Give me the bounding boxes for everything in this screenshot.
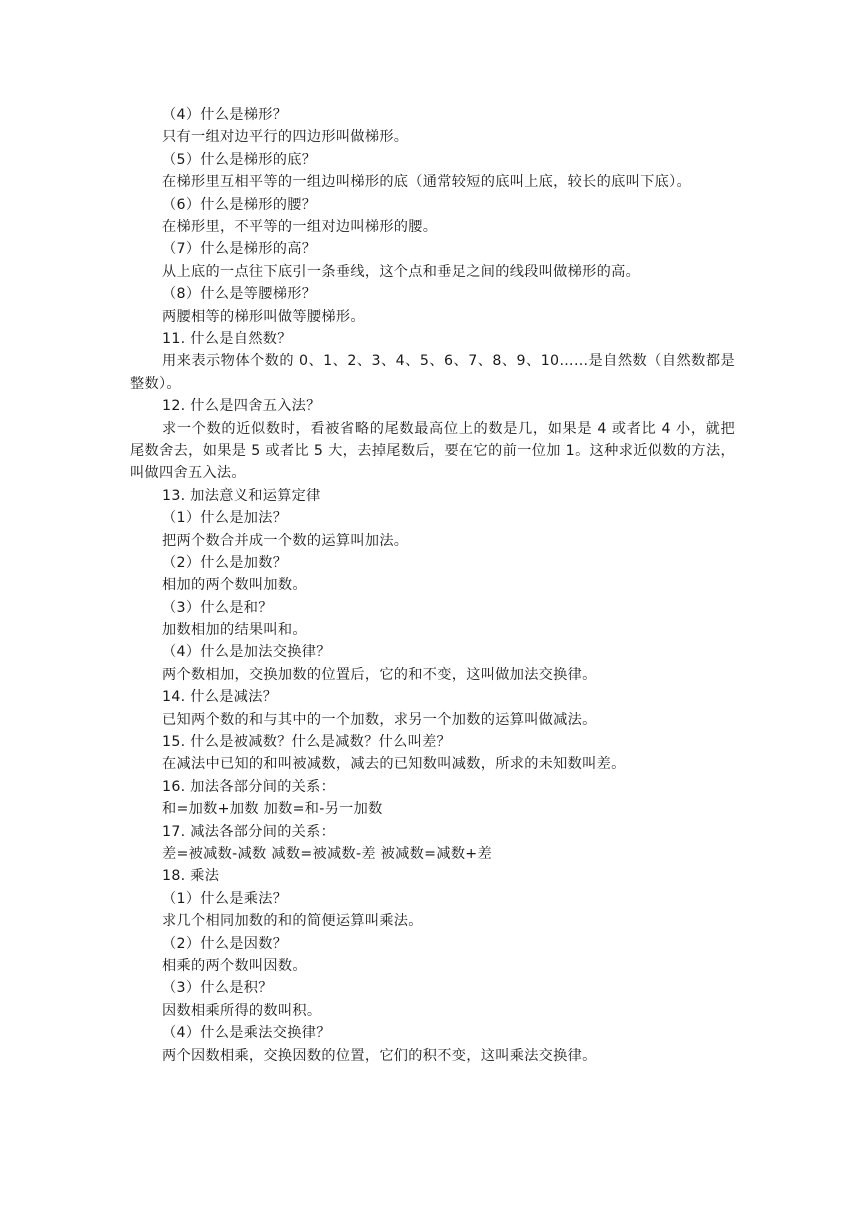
section-heading: 18. 乘法 bbox=[162, 868, 220, 885]
sub-question: （8）什么是等腰梯形？ bbox=[162, 286, 317, 303]
sub-question: （4）什么是加法交换律？ bbox=[162, 644, 331, 661]
sub-question: （1）什么是加法？ bbox=[162, 510, 288, 527]
sub-question: （2）什么是因数？ bbox=[162, 935, 288, 952]
answer-text: 差=被减数-减数 减数=被减数-差 被减数=减数+差 bbox=[162, 845, 492, 862]
answer-text: 相加的两个数叫加数。 bbox=[162, 577, 307, 594]
answer-text: 和=加数+加数 加数=和-另一加数 bbox=[162, 801, 383, 818]
answer-text: 求几个相同加数的和的简便运算叫乘法。 bbox=[162, 913, 423, 930]
answer-text: 只有一组对边平行的四边形叫做梯形。 bbox=[162, 129, 409, 146]
section-heading: 15. 什么是被减数？什么是减数？什么叫差？ bbox=[162, 734, 452, 751]
sub-question: （6）什么是梯形的腰？ bbox=[162, 196, 317, 213]
sub-question: （5）什么是梯形的底？ bbox=[162, 151, 317, 168]
answer-text: 加数相加的结果叫和。 bbox=[162, 622, 307, 639]
answer-text: 两腰相等的梯形叫做等腰梯形。 bbox=[162, 308, 365, 325]
answer-paragraph: 求一个数的近似数时，看被省略的尾数最高位上的数是几，如果是 4 或者比 4 小，就把尾数舍去，如果是 5 或者比 5 大，去掉尾数后，要在它的前一位加 1。这种求近似数的方法，叫做四舍五入法。 bbox=[130, 420, 735, 482]
answer-paragraph: 在梯形里互相平等的一组边叫梯形的底（通常较短的底叫上底，较长的底叫下底）。 bbox=[162, 174, 691, 191]
sub-question: （3）什么是积？ bbox=[162, 980, 273, 997]
section-heading: 16. 加法各部分间的关系： bbox=[162, 778, 336, 795]
document-body bbox=[130, 104, 735, 1067]
answer-text: 两个数相加，交换加数的位置后，它的和不变，这叫做加法交换律。 bbox=[162, 666, 597, 683]
section-heading: 11. 什么是自然数？ bbox=[162, 330, 292, 347]
answer-text: 在减法中已知的和叫被减数，减去的已知数叫减数，所求的未知数叫差。 bbox=[162, 756, 626, 773]
sub-question: （2）什么是加数？ bbox=[162, 554, 288, 571]
section-heading: 12. 什么是四舍五入法？ bbox=[162, 398, 321, 415]
sub-question: （4）什么是乘法交换律？ bbox=[162, 1025, 331, 1042]
section-heading: 14. 什么是减法？ bbox=[162, 689, 278, 706]
answer-text: 相乘的两个数叫因数。 bbox=[162, 957, 307, 974]
answer-text: 在梯形里，不平等的一组对边叫梯形的腰。 bbox=[162, 218, 438, 235]
answer-paragraph: 用来表示物体个数的 0、1、2、3、4、5、6、7、8、9、10……是自然数（自然数都是整数）。 bbox=[130, 353, 735, 392]
sub-question: （4）什么是梯形？ bbox=[162, 107, 288, 123]
section-heading: 17. 减法各部分间的关系： bbox=[162, 823, 336, 840]
section-heading: 13. 加法意义和运算定律 bbox=[162, 487, 321, 504]
answer-text: 两个因数相乘，交换因数的位置，它们的积不变，这叫乘法交换律。 bbox=[162, 1047, 597, 1064]
answer-text: 把两个数合并成一个数的运算叫加法。 bbox=[162, 532, 409, 549]
answer-text: 已知两个数的和与其中的一个加数，求另一个加数的运算叫做减法。 bbox=[162, 711, 597, 728]
answer-text: 因数相乘所得的数叫积。 bbox=[162, 1002, 322, 1019]
sub-question: （7）什么是梯形的高？ bbox=[162, 241, 317, 258]
answer-text: 从上底的一点往下底引一条垂线，这个点和垂足之间的线段叫做梯形的高。 bbox=[162, 263, 641, 280]
sub-question: （3）什么是和？ bbox=[162, 599, 273, 616]
sub-question: （1）什么是乘法？ bbox=[162, 890, 288, 907]
